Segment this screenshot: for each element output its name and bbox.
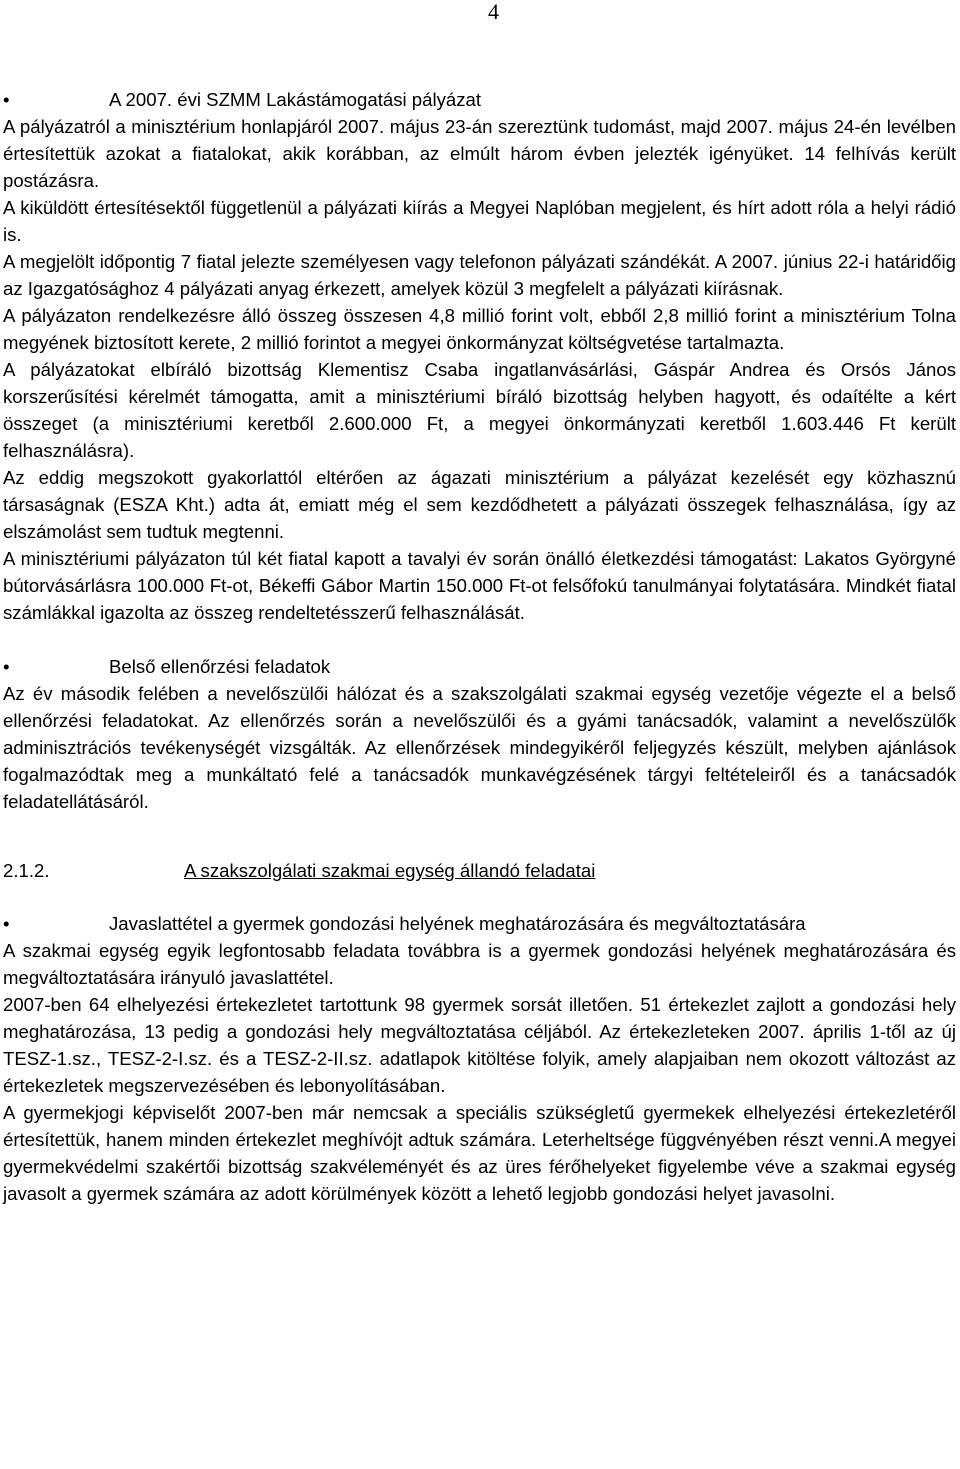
document-body (3, 86, 956, 1207)
paragraph: A pályázaton rendelkezésre álló összeg összesen 4,8 millió forint volt, ebből 2,8 millió forint a minisztérium Tolna megyének biztosított kerete, 2 millió forintot a megyei önkormányzat költségvetése tartalmazta. (3, 305, 956, 353)
paragraph: A szakmai egység egyik legfontosabb feladata továbbra is a gyermek gondozási helyének meghatározására és megváltoztatására irányuló javaslattétel. (3, 940, 956, 988)
paragraph: A pályázatról a minisztérium honlapjáról 2007. május 23-án szereztünk tudomást, majd 2007. május 24-én levélben értesítettük azokat a fiatalokat, akik korábban, az elmúlt három évben jelezték igényüket. 14 felhívás került postázásra. (3, 116, 956, 191)
section-belso-ellenorzes-title-line (3, 653, 956, 680)
subsection-heading (3, 857, 956, 884)
paragraph: A kiküldött értesítésektől függetlenül a pályázati kiírás a Megyei Naplóban megjelent, és hírt adott róla a helyi rádió is. (3, 197, 956, 245)
page-number: 4 (488, 0, 499, 24)
paragraph: Az év második felében a nevelőszülői hálózat és a szakszolgálati szakmai egység vezetője végezte el a belső ellenőrzési feladatokat. Az ellenőrzés során a nevelőszülői és a gyámi tanácsadók, valamint a nevelőszülők adminisztrációs tevékenységét vizsgálták. Az ellenőrzések mindegyikéről feljegyzés készült, melyben ajánlások fogalmazódtak meg a munkáltató felé a tanácsadók munkavégzésének tárgyi feltételeiről és a tanácsadók feladatellátásáról. (3, 683, 956, 812)
paragraph: A gyermekjogi képviselőt 2007-ben már nemcsak a speciális szükségletű gyermekek elhelyezési értekezletéről értesítettük, hanem minden értekezlet meghívójt adtuk számára. Leterheltsége függvényében részt venni.A megyei gyermekvédelmi szakértői bizottság szakvéleményét és az üres férőhelyeket figyelembe véve a szakmai egység javasolt a gyermek számára az adott körülmények között a lehető legjobb gondozási helyet javasolni. (3, 1102, 956, 1204)
section-title: Belső ellenőrzési feladatok (109, 656, 331, 677)
paragraph: Az eddig megszokott gyakorlattól eltérően az ágazati minisztérium a pályázat kezelését egy közhasznú társaságnak (ESZA Kht.) adta át, emiatt még el sem kezdődhetett a pályázati összegek felhasználása, így az elszámolást sem tudtuk megtenni. (3, 467, 956, 542)
bullet-icon: • (3, 656, 10, 677)
paragraph: A pályázatokat elbíráló bizottság Klementisz Csaba ingatlanvásárlási, Gáspár Andrea és Orsós János korszerűsítési kérelmét támogatta, amit a minisztériumi bíráló bizottság helyben hagyott, és odaítélte a kért összeget (a minisztériumi keretből 2.600.000 Ft, a megyei önkormányzati keretből 1.603.446 Ft került felhasználásra). (3, 359, 956, 461)
spacer (3, 884, 956, 910)
paragraph: 2007-ben 64 elhelyezési értekezletet tartottunk 98 gyermek sorsát illetően. 51 értekezlet zajlott a gondozási hely meghatározása, 13 pedig a gondozási hely megváltoztatása céljából. Az értekezleteken 2007. április 1-től az új TESZ-1.sz., TESZ-2-I.sz. és a TESZ-2-II.sz. adatlapok kitöltése folyik, amely alapjaiban nem okozott változást az értekezletek megszervezésében és lebonyolításában. (3, 994, 956, 1096)
paragraph: A megjelölt időpontig 7 fiatal jelezte személyesen vagy telefonon pályázati szándékát. A 2007. június 22-i határidőig az Igazgatósághoz 4 pályázati anyag érkezett, amelyek közül 3 megfelelt a pályázati kiírásnak. (3, 251, 956, 299)
spacer (3, 815, 956, 857)
section-title: Javaslattétel a gyermek gondozási helyének meghatározására és megváltoztatására (109, 913, 806, 934)
bullet-icon: • (3, 89, 10, 110)
section-javaslattetel-title-line (3, 910, 956, 937)
section-lakastamogatas-title-line (3, 86, 956, 113)
spacer (3, 626, 956, 653)
heading-number: 2.1.2. (3, 860, 50, 881)
paragraph: A minisztériumi pályázaton túl két fiatal kapott a tavalyi év során önálló életkezdési támogatást: Lakatos Györgyné bútorvásárlásra 100.000 Ft-ot, Békeffi Gábor Martin 150.000 Ft-ot felsőfokú tanulmányai folytatására. Mindkét fiatal számlákkal igazolta az összeg rendeltetésszerű felhasználását. (3, 548, 956, 623)
bullet-icon: • (3, 913, 10, 934)
heading-title: A szakszolgálati szakmai egység állandó feladatai (184, 860, 596, 881)
section-title: A 2007. évi SZMM Lakástámogatási pályázat (109, 89, 482, 110)
